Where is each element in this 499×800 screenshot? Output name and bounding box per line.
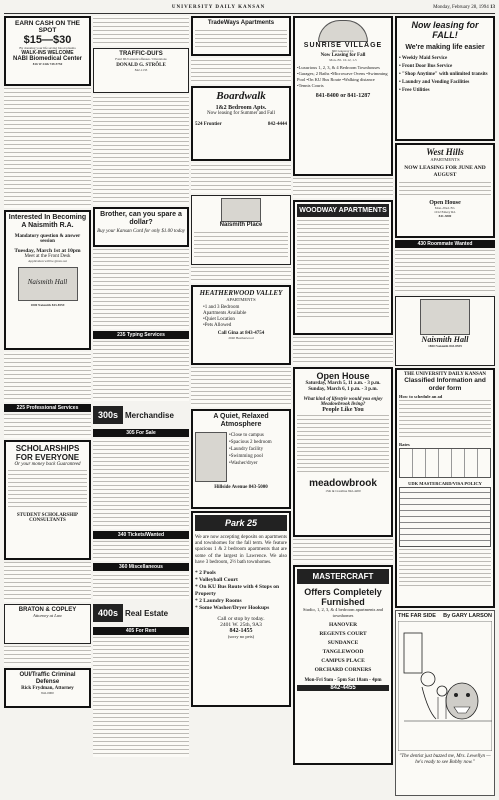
ck-deadline: How to schedule an ad (399, 394, 443, 399)
sch-biz: STUDENT SCHOLARSHIP CONSULTANTS (16, 513, 79, 523)
fs-header (398, 613, 492, 619)
dui-ad (4, 668, 91, 708)
west-hills-ad (395, 143, 495, 238)
classified-text-block (191, 367, 291, 407)
classified-order-form (395, 368, 495, 608)
hw-title: HEATHERWOOD VALLEY (199, 289, 283, 297)
leasing-ad (395, 16, 495, 141)
page-header (4, 2, 495, 14)
earn-amount: $15—$30 (23, 34, 72, 46)
earn-addr: 816 W 24th 749-5750 (32, 62, 63, 66)
quiet-item: •Washer/dryer (229, 461, 258, 466)
ck-payment-fields[interactable] (399, 549, 491, 589)
traffic-sub: Fatal DUI arrests/offenses / Diversions (115, 57, 167, 61)
quiet-item: •Swimming pool (229, 454, 263, 459)
traffic-dui-ad (93, 48, 189, 93)
naismith-place-ad (191, 195, 291, 265)
kansan-card-title: Brother, can you spare a dollar? (100, 211, 182, 226)
bw-line2: Now leasing for Summer and Fall (207, 111, 275, 116)
scholarship-ad (4, 440, 91, 560)
tradeways-title: TradeWays Apartments (207, 20, 275, 26)
merch-label: Merchandise (125, 410, 174, 420)
mc-offers: Offers Completely Furnished (304, 587, 382, 607)
naismith-place-body (194, 230, 288, 260)
section-header: 305 For Sale (93, 429, 189, 437)
mc-location: SUNDANCE (327, 640, 359, 646)
section-header: 225 Professional Services (4, 404, 91, 412)
tradeways-body (195, 28, 287, 50)
wh-open-house: Open House (429, 200, 461, 206)
sunrise-logo (318, 20, 368, 42)
hw-sub: APARTMENTS (226, 297, 256, 302)
column-3 (191, 16, 291, 798)
column-5 (395, 16, 495, 798)
issue-date: Monday, February 28, 1994 (433, 5, 489, 10)
classified-text-block (191, 58, 291, 84)
classified-text-block (93, 341, 189, 401)
naismith-logo (18, 267, 78, 301)
naismith-place-logo (221, 198, 261, 222)
ck-title: Classified Information and order form (404, 377, 486, 392)
ck-order-grid[interactable] (399, 487, 491, 547)
classified-text-block (93, 95, 189, 205)
naismith-hall-illustration (420, 299, 470, 335)
park25-ad (191, 511, 291, 707)
hw-item: •Pets Allowed (203, 323, 232, 328)
classified-text-block (191, 163, 291, 193)
bw-contact (195, 122, 287, 127)
braton-ad (4, 604, 91, 644)
mb-logo: meadowbrook (309, 478, 377, 489)
merchandise-header (93, 403, 189, 427)
header-right (433, 5, 495, 10)
dui-sub: Rick Frydman, Attorney (21, 686, 74, 691)
merch-num: 300s (93, 406, 123, 424)
tradeways-ad (191, 16, 291, 56)
woodway-title: WOODWAY APARTMENTS (297, 204, 389, 217)
rm-item: • "Shop Anytime" with unlimited transits (399, 72, 488, 77)
rm-item: • Weekly Maid Service (399, 56, 448, 61)
mc-location: REGENTS COURT (319, 631, 367, 637)
mastercraft-ad (293, 565, 393, 765)
ck-paper: THE UNIVERSITY DAILY KANSAN (403, 372, 487, 377)
park-phone: 842-1455 (229, 628, 253, 635)
fs-cartoon (398, 621, 492, 751)
park-item: * 2 Laundry Rooms (195, 598, 242, 605)
quiet-addr: Hillside Avenue 843-5000 (214, 485, 268, 490)
rm-item: • Free Utilities (399, 88, 430, 93)
remaking-title: We're making life easier (405, 44, 485, 51)
sunrise-phone: 841-8400 or 841-1287 (315, 93, 371, 99)
hw-item: •1 and 3 Bedroom (203, 305, 240, 310)
fs-byline: By GARY LARSON (443, 613, 492, 619)
park-call: Call or stop by today. (217, 616, 265, 623)
hw-addr: 2040 Heatherwood (228, 336, 254, 340)
realestate-num: 400s (93, 604, 123, 622)
sunrise-addr: 660 Gateway Ct. (331, 49, 355, 53)
traffic-title: TRAFFIC-DUI'S (119, 51, 163, 57)
ra-where: Meet at the Front Desk (24, 254, 71, 259)
meadowbrook-ad (293, 367, 393, 537)
classified-text-block (93, 16, 189, 46)
dui-phone: 842-0000 (41, 691, 54, 695)
mc-offers-sub: Studio, 1, 2, 3, & 4 bedroom apartments and townhomes (303, 607, 383, 618)
bw-phone: 842-4444 (267, 122, 287, 127)
section-header: 360 Miscellaneous (93, 563, 189, 571)
dui-title: OUI/Traffic Criminal Defense (19, 672, 76, 685)
classified-text-block (293, 178, 393, 198)
wh-now: NOW LEASING FOR JUNE AND AUGUST (404, 165, 486, 178)
mc-location: HANOVER (328, 622, 358, 628)
braton-title: BRATON & COPLEY (18, 607, 77, 613)
ra-when: Tuesday, March 1st at 10pm (14, 248, 81, 254)
mb-addr: 15th & Crestline 842-4200 (325, 489, 361, 493)
park-item: * Some Washer/Dryer Hookups (195, 605, 270, 612)
naismith-phone: 1800 Naismith 843-8559 (30, 303, 65, 307)
ra-title: Interested In Becoming A Naismith R.A. (8, 214, 87, 229)
classified-text-block (395, 250, 495, 294)
fs-caption: "The dentist just buzzed me, Mrs. Lewellyn — he's ready to see Bobby now." (399, 754, 491, 765)
boardwalk-ad (191, 86, 291, 161)
ck-rates: Rates (399, 442, 410, 447)
classified-text-block (293, 539, 393, 563)
hw-list (195, 305, 287, 329)
section-header: 235 Typing Services (93, 331, 189, 339)
section-header: 340 Tickets/Wanted (93, 531, 189, 539)
quiet-atmosphere-ad (191, 409, 291, 509)
classified-text-block (93, 573, 189, 599)
wh-logo: West Hills (426, 147, 464, 157)
remaking-list (399, 55, 491, 95)
woodway-ad (293, 200, 393, 335)
mc-location: CAMPUS PLACE (321, 658, 365, 664)
wh-body (399, 180, 491, 198)
classified-text-block (93, 541, 189, 561)
classified-text-block (93, 439, 189, 529)
earn-title: EARN CASH ON THE SPOT (14, 20, 80, 34)
naismith-hall-ad (395, 296, 495, 366)
classified-text-block (93, 249, 189, 329)
boardwalk-logo: Boardwalk (216, 90, 266, 102)
bw-line1: 1&2 Bedroom Apts. (215, 105, 267, 111)
sch-sub: Or your money back Guaranteed (14, 462, 81, 467)
wh-phone: 841-3800 (438, 214, 452, 218)
park-item: * 2 Pools (195, 570, 216, 577)
bw-addr: 524 Frontier (195, 122, 222, 127)
quiet-list (229, 432, 272, 482)
mc-location: TANGLEWOOD (322, 649, 364, 655)
column-4 (293, 16, 393, 798)
naismith-place-title: Naismith Place (219, 222, 263, 228)
wh-addr: 1012 Emery Rd. (434, 210, 456, 214)
traffic-name: DONALD G. STRÔLE (116, 63, 166, 68)
rm-item: • Front Door Bus Service (399, 64, 453, 69)
sunrise-title: SUNRISE VILLAGE (303, 42, 383, 49)
park25-logo: Park 25 (195, 515, 287, 531)
quiet-item: •Laundry facility (229, 447, 264, 452)
newspaper-name: UNIVERSITY DAILY KANSAN (171, 5, 266, 10)
sunrise-features: •Luxurious 1, 2, 3, & 4 Bedroom Townhouses •Garages; 2 Baths •Microwave Ovens •Swimming Pool •On KU Bus Route •Walking distance •Tennis Courts (297, 65, 388, 88)
open-house-when: Saturday, March 5, 11 a.m. - 3 p.m. Sunday, March 6, 1 p.m. - 3 p.m. (305, 381, 381, 392)
classified-text-block (191, 267, 291, 283)
classified-text-block (4, 352, 91, 402)
realestate-label: Real Estate (125, 608, 169, 618)
mc-locations (297, 621, 389, 675)
wh-times: Mon.-Wed. Fri. (434, 206, 456, 210)
classified-text-block (4, 88, 91, 208)
sunrise-village-ad (293, 16, 393, 176)
park-item: * On KU Bus Route with 4 Stops on Property (195, 584, 280, 598)
building-illustration (195, 432, 227, 482)
nabi-plasma-ad (4, 16, 91, 86)
sch-body (8, 470, 87, 510)
mb-people: People Like You (322, 407, 364, 413)
rm-item: • Laundry and Vending Facilities (399, 80, 470, 85)
park-item: * Volleyball Court (195, 577, 238, 584)
woodway-body (297, 220, 389, 320)
mc-phone: 842-4455 (297, 685, 389, 691)
quiet-body (195, 432, 287, 482)
quiet-item: •Spacious 2 bedroom (229, 440, 272, 445)
column-1 (4, 16, 91, 798)
mc-hours: Mon-Fri 9am - 5pm Sat 10am - 4pm (304, 678, 382, 683)
wh-sub: APARTMENTS (430, 157, 460, 162)
hw-call: Call Gina at 843-4754 (217, 331, 265, 336)
far-side-comic (395, 610, 495, 796)
kansan-card-ad (93, 207, 189, 247)
park-note: (sorry no pets) (227, 634, 255, 640)
park-body: We are now accepting deposits on apartments and townhomes for the fall term. We feature spacious 1 & 2 bedroom apartments that are some of the largest in Lawrence. We also have 3 bedroom, 2½ bath townhomes. (195, 535, 287, 565)
page-number: 13 (490, 5, 495, 10)
classified-text-block (293, 337, 393, 365)
nh-logo: Naismith Hall (421, 335, 469, 344)
mc-location: ORCHARD CORNERS (314, 667, 372, 673)
open-house-title: Open House (316, 371, 370, 381)
sch-title: SCHOLARSHIPS FOR EVERYONE (15, 444, 80, 462)
ck-rates-table (399, 448, 491, 478)
kansan-card-sub: Buy your Kansan Card for only $1.00 today (97, 229, 185, 234)
sunrise-hours: Mon.-Fri. 10-12, 1-5 (329, 58, 357, 62)
classified-text-block (93, 637, 189, 757)
leasing-title: Now leasing for FALL! (411, 20, 479, 40)
park-addr: 2401 W. 25th, 9A3 (220, 622, 262, 629)
classified-text-block (4, 646, 91, 666)
naismith-ra-ad (4, 210, 91, 350)
earn-biz: NABI Biomedical Center (12, 56, 82, 62)
classified-text-block (4, 414, 91, 438)
hw-item: •Quiet Location (203, 317, 235, 322)
naismith-logo-text: Naismith Hall (27, 278, 68, 286)
hw-item: Apartments Available (203, 311, 247, 316)
ra-session: Mandatory question & answer session (14, 234, 81, 244)
sunrise-sub: Now Leasing for Fall (320, 53, 366, 58)
earn-walkin: WALK-INS WELCOME (21, 50, 74, 56)
quiet-item: •Close to campus (229, 433, 264, 438)
section-header: 405 For Rent (93, 627, 189, 635)
traffic-phone: 842-1133 (134, 68, 148, 72)
nh-phone: 1800 Naismith 843-8559 (428, 344, 462, 348)
mastercraft-logo: MASTERCRAFT (297, 569, 389, 584)
heatherwood-ad (191, 285, 291, 365)
ck-info-text (399, 400, 491, 440)
quiet-title: A Quiet, Relaxed Atmosphere (213, 413, 269, 428)
fs-title: THE FAR SIDE (398, 613, 436, 619)
braton-sub: Attorney at Law (33, 613, 62, 618)
mb-question: What kind of lifestyle would you enjoy Meadowbrook living? (303, 397, 383, 407)
mb-body (297, 415, 389, 475)
park-list (195, 570, 287, 612)
realestate-header (93, 601, 189, 625)
column-2 (93, 16, 189, 798)
ck-form-title: UDK MASTERCARD/VISA POLICY (408, 481, 482, 486)
classified-text-block (4, 562, 91, 602)
earn-sub: By donating your life saving blood plasma (19, 46, 76, 50)
section-header: 430 Roommate Wanted (395, 240, 495, 248)
ra-note: Application will be given out (28, 259, 67, 263)
